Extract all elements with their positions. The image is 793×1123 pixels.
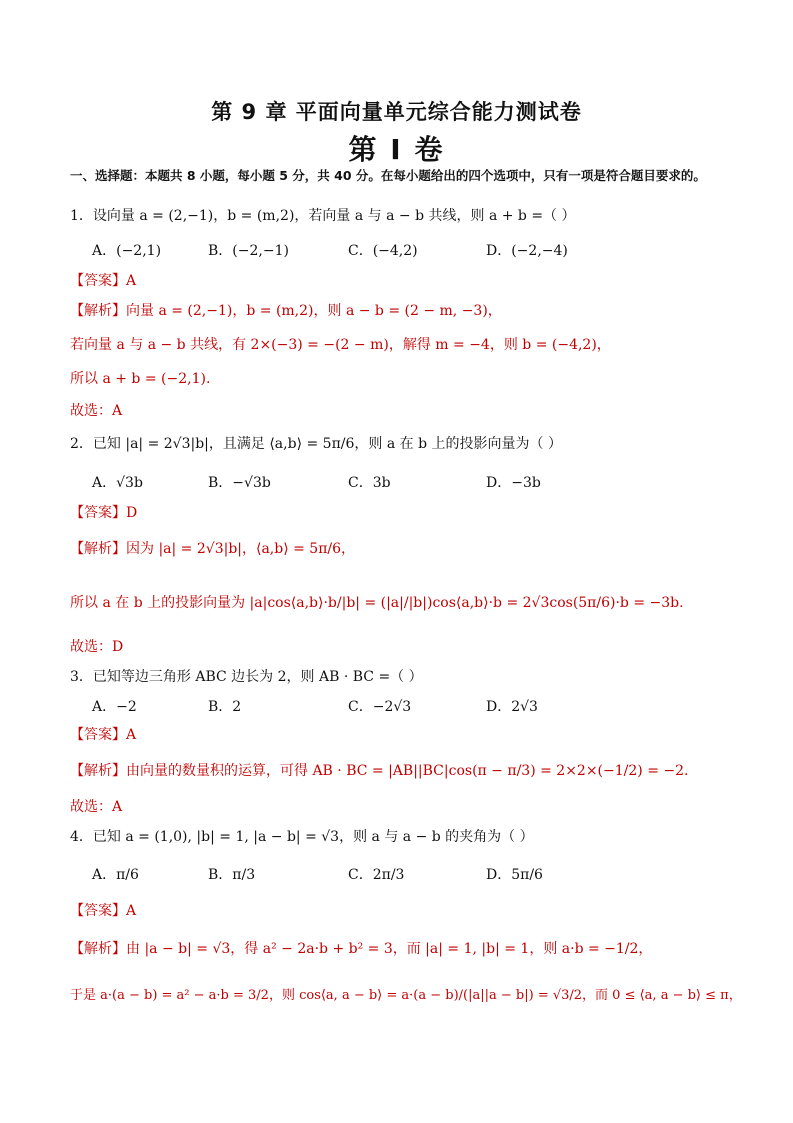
answer-tag: 【答案】 <box>70 273 126 289</box>
q1-analysis-line-3: 所以 a + b = (−2,1). <box>70 371 211 387</box>
q2-answer <box>70 502 137 522</box>
q3-option-c: C．−2√3 <box>348 699 412 715</box>
q2-analysis-line-1 <box>70 538 355 558</box>
q4-answer-value: A <box>126 903 137 919</box>
q1-analysis-line-1 <box>70 300 502 320</box>
q4-option-a: A．π/6 <box>92 867 139 883</box>
q1-option-a: A．(−2,1) <box>92 243 162 259</box>
q2-answer-value: D <box>126 505 138 521</box>
analysis-tag: 【解析】 <box>70 763 126 779</box>
answer-tag: 【答案】 <box>70 727 126 743</box>
q2-conclusion: 故选：D <box>70 639 124 655</box>
analysis-tag: 【解析】 <box>70 541 126 557</box>
q3-conclusion: 故选：A <box>70 799 123 815</box>
q3-analysis-text-1: 由向量的数量积的运算，可得 AB · BC = |AB||BC|cos(π − π/3) = 2×2×(−1/2) = −2. <box>126 763 689 779</box>
q1-conclusion: 故选：A <box>70 403 123 419</box>
q1-answer-value: A <box>126 273 137 289</box>
q3-option-d: D．2√3 <box>486 699 538 715</box>
q1-option-d: D．(−2,−4) <box>486 243 568 259</box>
q2-analysis-line-2: 所以 a 在 b 上的投影向量为 |a|cos⟨a,b⟩·b/|b| = (|a|/|b|)cos⟨a,b⟩·b = 2√3cos(5π/6)·b = −3b. <box>70 595 684 611</box>
q4-analysis-line-1 <box>70 938 652 958</box>
document-title: 第 9 章 平面向量单元综合能力测试卷 <box>211 100 582 124</box>
q1-analysis-line-2: 若向量 a 与 a − b 共线，有 2×(−3) = −(2 − m)，解得 m = −4，则 b = (−4,2)， <box>70 337 611 353</box>
q4-analysis-text-1: 由 |a − b| = √3，得 a² − 2a·b + b² = 3，而 |a| = 1, |b| = 1，则 a·b = −1/2， <box>126 941 653 957</box>
q3-analysis-line-1 <box>70 760 688 780</box>
q3-option-b: B．2 <box>208 699 242 715</box>
question-1-stem: 1．设向量 a = (2,−1)，b = (m,2)，若向量 a 与 a − b 共线，则 a + b =（ ） <box>70 208 576 224</box>
q2-option-d: D．−3b <box>486 475 541 491</box>
analysis-tag: 【解析】 <box>70 303 126 319</box>
q4-option-d: D．5π/6 <box>486 867 543 883</box>
q3-answer-value: A <box>126 727 137 743</box>
q2-option-a: A．√3b <box>92 475 143 491</box>
answer-tag: 【答案】 <box>70 505 126 521</box>
q1-option-c: C．(−4,2) <box>348 243 418 259</box>
question-2-stem: 2．已知 |a| = 2√3|b|，且满足 ⟨a,b⟩ = 5π/6，则 a 在 b 上的投影向量为（ ） <box>70 436 562 452</box>
q2-analysis-text-1: 因为 |a| = 2√3|b|，⟨a,b⟩ = 5π/6， <box>126 541 356 557</box>
q4-analysis-line-2: 于是 a·(a − b) = a² − a·b = 3/2，则 cos⟨a, a − b⟩ = a·(a − b)/(|a||a − b|) = √3/2，而 0 ≤ ⟨a, a − b⟩ ≤ π， <box>70 988 742 1003</box>
answer-tag: 【答案】 <box>70 903 126 919</box>
q1-analysis-text-1: 向量 a = (2,−1)，b = (m,2)，则 a − b = (2 − m, −3)， <box>126 303 502 319</box>
section-instructions: 一、选择题：本题共 8 小题，每小题 5 分，共 40 分。在每小题给出的四个选项中，只有一项是符合题目要求的。 <box>70 168 706 183</box>
question-3-stem: 3．已知等边三角形 ABC 边长为 2，则 AB · BC =（ ） <box>70 669 423 685</box>
document-subtitle: 第 I 卷 <box>348 133 445 166</box>
q1-answer <box>70 270 136 290</box>
question-4-stem: 4．已知 a = (1,0), |b| = 1, |a − b| = √3，则 a 与 a − b 的夹角为（ ） <box>70 829 534 845</box>
q4-option-b: B．π/3 <box>208 867 256 883</box>
q4-answer <box>70 900 136 920</box>
q4-option-c: C．2π/3 <box>348 867 405 883</box>
q2-option-b: B．−√3b <box>208 475 271 491</box>
analysis-tag: 【解析】 <box>70 941 126 957</box>
q3-option-a: A．−2 <box>92 699 137 715</box>
q3-answer <box>70 724 136 744</box>
q2-option-c: C．3b <box>348 475 391 491</box>
q1-option-b: B．(−2,−1) <box>208 243 289 259</box>
